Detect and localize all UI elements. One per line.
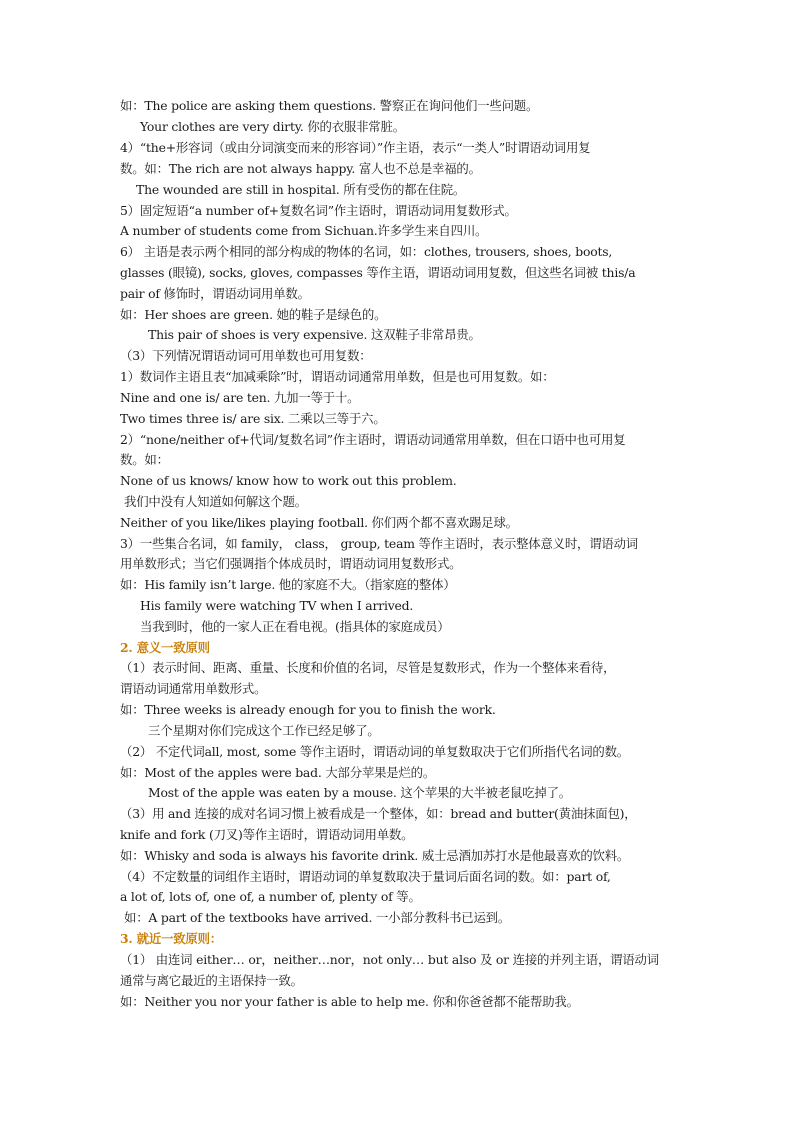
text-line: Nine and one is/ are ten. 九加一等于十。 xyxy=(120,390,360,405)
text-line: 1）数词作主语且表“加减乘除”时，谓语动词通常用单数，但是也可用复数。如： xyxy=(120,369,555,384)
text-line: Two times three is/ are six. 二乘以三等于六。 xyxy=(120,411,386,426)
text-line: The wounded are still in hospital. 所有受伤的都在住院。 xyxy=(136,182,466,197)
text-line: glasses (眼镜), socks, gloves, compasses 等作主语，谓语动词用复数，但这些名词被 this/a xyxy=(120,265,636,280)
text-line: 如：Her shoes are green. 她的鞋子是绿色的。 xyxy=(120,307,387,322)
text-line: 6） 主语是表示两个相同的部分构成的物体的名词，如：clothes, trousers, shoes, boots, xyxy=(120,244,613,259)
text-line: 如：Most of the apples were bad. 大部分苹果是烂的。 xyxy=(120,765,436,780)
text-line: pair of 修饰时，谓语动词用单数。 xyxy=(120,286,310,301)
section-heading: 2. 意义一致原则 xyxy=(120,640,210,655)
text-line: 如：Whisky and soda is always his favorite drink. 威士忌酒加苏打水是他最喜欢的饮料。 xyxy=(120,848,630,863)
text-line: 我们中没有人知道如何解这个题。 xyxy=(124,494,307,509)
text-line: 数。如： xyxy=(120,452,169,467)
text-line: 用单数形式；当它们强调指个体成员时，谓语动词用复数形式。 xyxy=(120,556,462,571)
text-line: （2） 不定代词all, most, some 等作主语时，谓语动词的单复数取决于它们所指代名词的数。 xyxy=(120,744,629,759)
text-line: 通常与离它最近的主语保持一致。 xyxy=(120,973,303,988)
text-line: 三个星期对你们完成这个工作已经足够了。 xyxy=(148,723,380,738)
text-line: None of us knows/ know how to work out this problem. xyxy=(120,473,457,488)
text-line: 当我到时，他的一家人正在看电视。(指具体的家庭成员） xyxy=(140,619,450,634)
text-line: 如：A part of the textbooks have arrived. 一小部分教科书已运到。 xyxy=(124,910,511,925)
text-line: 如：The police are asking them questions. 警察正在询问他们一些问题。 xyxy=(120,98,539,113)
text-line: （1） 由连词 either… or，neither…nor，not only… but also 及 or 连接的并列主语，谓语动词 xyxy=(120,952,659,967)
text-line: 如：Neither you nor your father is able to help me. 你和你爸爸都不能帮助我。 xyxy=(120,994,579,1009)
text-line: （3）下列情况谓语动词可用单数也可用复数： xyxy=(120,348,372,363)
text-line: 如：Three weeks is already enough for you to finish the work. xyxy=(120,702,496,717)
text-line: knife and fork (刀叉)等作主语时，谓语动词用单数。 xyxy=(120,827,414,842)
section-heading: 3. 就近一致原则： xyxy=(120,931,222,946)
text-line: Neither of you like/likes playing football. 你们两个都不喜欢踢足球。 xyxy=(120,515,518,530)
text-line: 2）“none/neither of+代词/复数名词”作主语时，谓语动词通常用单数，但在口语中也可用复 xyxy=(120,432,626,447)
text-line: This pair of shoes is very expensive. 这双鞋子非常昂贵。 xyxy=(148,327,481,342)
text-line: （3）用 and 连接的成对名词习惯上被看成是一个整体，如：bread and butter(黄油抹面包)， xyxy=(120,806,637,821)
text-line: A number of students come from Sichuan.许多学生来自四川。 xyxy=(120,223,488,238)
text-line: 5）固定短语“a number of+复数名词”作主语时，谓语动词用复数形式。 xyxy=(120,203,517,218)
text-line: a lot of, lots of, one of, a number of, plenty of 等。 xyxy=(120,889,421,904)
text-line: Your clothes are very dirty. 你的衣服非常脏。 xyxy=(140,119,405,134)
text-line: 4）“the+形容词（或由分词演变而来的形容词）”作主语，表示“一类人”时谓语动词用复 xyxy=(120,140,591,155)
text-line: Most of the apple was eaten by a mouse. 这个苹果的大半被老鼠吃掉了。 xyxy=(148,785,571,800)
text-line: 如：His family isn’t large. 他的家庭不大。（指家庭的整体） xyxy=(120,577,456,592)
text-line: （4）不定数量的词组作主语时，谓语动词的单复数取决于量词后面名词的数。如：part of, xyxy=(120,869,611,884)
text-line: His family were watching TV when I arrived. xyxy=(140,598,414,613)
text-line: 数。如：The rich are not always happy. 富人也不总是幸福的。 xyxy=(120,161,481,176)
text-line: 谓语动词通常用单数形式。 xyxy=(120,681,267,696)
text-line: （1）表示时间、距离、重量、长度和价值的名词，尽管是复数形式，作为一个整体来看待， xyxy=(120,660,616,675)
text-line: 3）一些集合名词，如 family， class， group, team 等作主语时，表示整体意义时，谓语动词 xyxy=(120,536,638,551)
